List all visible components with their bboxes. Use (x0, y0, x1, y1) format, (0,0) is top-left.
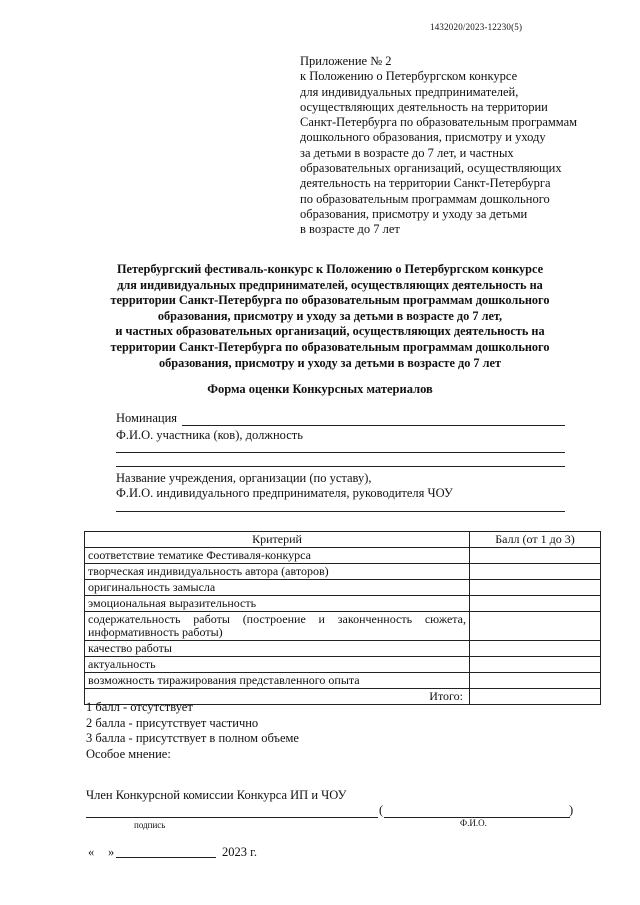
date-quote-open: « (88, 845, 95, 859)
criterion-header: Критерий (85, 532, 470, 548)
appendix-line: в возрасте до 7 лет (300, 222, 400, 237)
criterion-cell: оригинальность замысла (85, 580, 470, 596)
title-line: и частных образовательных организаций, осуществляющих деятельность на (115, 324, 545, 339)
year-label: 2023 г. (222, 845, 257, 859)
fio-close-paren: ) (569, 803, 574, 817)
table-row (85, 657, 601, 673)
legend-line: 2 балла - присутствует частично (86, 715, 259, 730)
appendix-line: дошкольного образования, присмотру и уходу (300, 130, 546, 145)
table-row (85, 673, 601, 689)
participant-label: Ф.И.О. участника (ков), должность (116, 428, 303, 442)
criterion-cell: содержательность работы (построение и законченность сюжета, информативность работы) (85, 612, 470, 641)
total-score-cell[interactable] (470, 689, 601, 705)
signature-line[interactable] (86, 817, 378, 818)
title-line: образования, присмотру и уходу за детьми в возрасте до 7 лет, (157, 308, 503, 323)
participant-input-line[interactable] (116, 452, 565, 453)
document-number: 1432020/2023-12230(5) (430, 22, 523, 32)
commission-member-label: Член Конкурсной комиссии Конкурса ИП и ЧОУ (86, 788, 347, 802)
appendix-line: осуществляющих деятельность на территории (300, 99, 548, 114)
appendix-line: для индивидуальных предпринимателей, (300, 84, 519, 99)
score-header: Балл (от 1 до 3) (470, 532, 601, 548)
appendix-line: к Положению о Петербургском конкурсе (300, 69, 518, 84)
institution-input-line[interactable] (116, 511, 565, 512)
appendix-block (300, 54, 600, 238)
score-cell[interactable] (470, 564, 601, 580)
fio-caption: Ф.И.О. (460, 818, 487, 828)
appendix-line: Санкт-Петербурга по образовательным программам (300, 115, 578, 130)
total-label: Итого: (85, 689, 470, 705)
table-row (85, 564, 601, 580)
title-line: территории Санкт-Петербурга по образовательным программам дошкольного (110, 293, 550, 308)
date-quote-close: » (108, 845, 115, 859)
table-row (85, 641, 601, 657)
special-opinion-label: Особое мнение: (86, 746, 171, 761)
appendix-line: за детьми в возрасте до 7 лет, и частных (300, 145, 514, 160)
criteria-table (84, 531, 601, 705)
appendix-line: образовательных организаций, осуществляющих (300, 161, 562, 176)
criterion-cell: возможность тиражирования представленного опыта (85, 673, 470, 689)
table-row (85, 612, 601, 641)
score-legend (86, 700, 299, 762)
criterion-cell: качество работы (85, 641, 470, 657)
appendix-line: образования, присмотру и уходу за детьми (300, 206, 528, 221)
score-cell[interactable] (470, 548, 601, 564)
criterion-cell: соответствие тематике Фестиваля-конкурса (85, 548, 470, 564)
criterion-cell: актуальность (85, 657, 470, 673)
title-line: территории Санкт-Петербурга по образовательным программам дошкольного (110, 339, 550, 354)
criterion-cell: творческая индивидуальность автора (авторов) (85, 564, 470, 580)
nomination-label: Номинация (116, 411, 178, 425)
signature-caption: подпись (134, 820, 166, 830)
document-title (60, 262, 600, 371)
title-line: для индивидуальных предпринимателей, осуществляющих деятельность на (117, 277, 543, 292)
table-row (85, 596, 601, 612)
appendix-line: Приложение № 2 (300, 54, 392, 68)
fio-open-paren: ( (379, 803, 384, 817)
date-line[interactable] (116, 857, 216, 858)
appendix-line: по образовательным программам дошкольного (300, 191, 550, 206)
score-cell[interactable] (470, 641, 601, 657)
table-row (85, 548, 601, 564)
appendix-line: деятельность на территории Санкт-Петербурга (300, 176, 551, 191)
participant-input-line-2[interactable] (116, 466, 565, 467)
table-row (85, 580, 601, 596)
score-cell[interactable] (470, 580, 601, 596)
legend-line: 3 балла - присутствует в полном объеме (86, 731, 299, 745)
table-header-row (85, 532, 601, 548)
form-title: Форма оценки Конкурсных материалов (207, 382, 433, 396)
score-cell[interactable] (470, 612, 601, 641)
criterion-cell: эмоциональная выразительность (85, 596, 470, 612)
title-line: Петербургский фестиваль-конкурс к Положению о Петербургском конкурсе (116, 262, 544, 276)
legend-line: 1 балл - отсутствует (86, 700, 193, 714)
nomination-input-line[interactable] (182, 425, 565, 426)
score-cell[interactable] (470, 673, 601, 689)
score-cell[interactable] (470, 596, 601, 612)
title-line: образования, присмотру и уходу за детьми в возрасте до 7 лет (158, 355, 502, 370)
institution-label: Название учреждения, организации (по уставу), (116, 471, 372, 485)
entrepreneur-label: Ф.И.О. индивидуального предпринимателя, руководителя ЧОУ (116, 486, 453, 500)
score-cell[interactable] (470, 657, 601, 673)
